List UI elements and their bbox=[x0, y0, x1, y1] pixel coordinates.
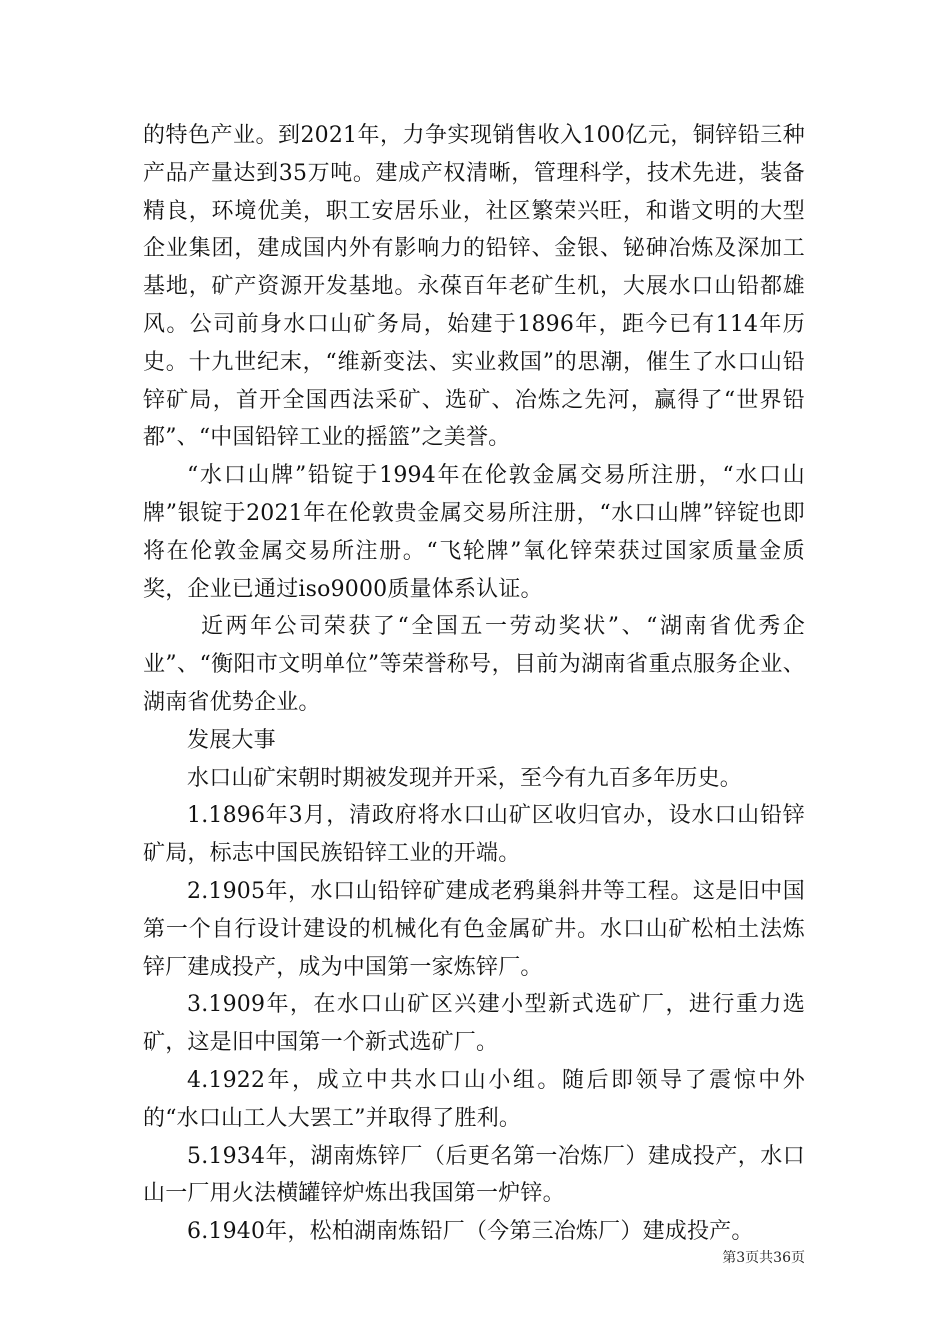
page-number-footer: 第3页共36页 bbox=[722, 1250, 805, 1266]
event-item-4: 4.1922年，成立中共水口山小组。随后即领导了震惊中外的“水口山工人大罢工”并取得了胜利。 bbox=[143, 1067, 805, 1131]
event-item-6: 6.1940年，松柏湖南炼铅厂（今第三冶炼厂）建成投产。 bbox=[187, 1219, 754, 1245]
event-item-2: 2.1905年，水口山铅锌矿建成老鸦巢斜井等工程。这是旧中国第一个自行设计建设的机械化有色金属矿井。水口山矿松柏土法炼锌厂建成投产，成为中国第一家炼锌厂。 bbox=[143, 878, 805, 980]
event-item-3: 3.1909年，在水口山矿区兴建小型新式选矿厂，进行重力选矿，这是旧中国第一个新式选矿厂。 bbox=[143, 992, 805, 1056]
event-item-1: 1.1896年3月，清政府将水口山矿区收归官办，设水口山铅锌矿局，标志中国民族铅锌工业的开端。 bbox=[143, 803, 805, 867]
paragraph-history-intro: 水口山矿宋朝时期被发现并开采，至今有九百多年历史。 bbox=[187, 765, 743, 791]
paragraph-honors: 近两年公司荣获了“全国五一劳动奖状”、“湖南省优秀企业”、“衡阳市文明单位”等荣誉称号，目前为湖南省重点服务企业、湖南省优势企业。 bbox=[143, 614, 805, 715]
paragraph-brand-registration: “水口山牌”铅锭于1994年在伦敦金属交易所注册，“水口山牌”银锭于2021年在伦敦贵金属交易所注册，“水口山牌”锌锭也即将在伦敦金属交易所注册。“飞轮牌”氧化锌荣获过国家质量金质奖，企业已通过iso9000质量体系认证。 bbox=[143, 463, 805, 602]
section-heading-development-events: 发展大事 bbox=[187, 727, 276, 753]
paragraph-company-goals: 的特色产业。到2021年，力争实现销售收入100亿元，铜锌铅三种产品产量达到35万吨。建成产权清晰，管理科学，技术先进，装备精良，环境优美，职工安居乐业，社区繁荣兴旺，和谐文明的大型企业集团，建成国内外有影响力的铅锌、金银、铋砷冶炼及深加工基地，矿产资源开发基地。永葆百年老矿生机，大展水口山铅都雄风。公司前身水口山矿务局，始建于1896年，距今已有114年历史。十九世纪末，“维新变法、实业救国”的思潮，催生了水口山铅锌矿局，首开全国西法采矿、选矿、冶炼之先河，赢得了“世界铅都”、“中国铅锌工业的摇篮”之美誉。 bbox=[143, 123, 805, 451]
event-item-5: 5.1934年，湖南炼锌厂（后更名第一冶炼厂）建成投产，水口山一厂用火法横罐锌炉炼出我国第一炉锌。 bbox=[143, 1143, 805, 1207]
document-body bbox=[143, 117, 805, 1251]
